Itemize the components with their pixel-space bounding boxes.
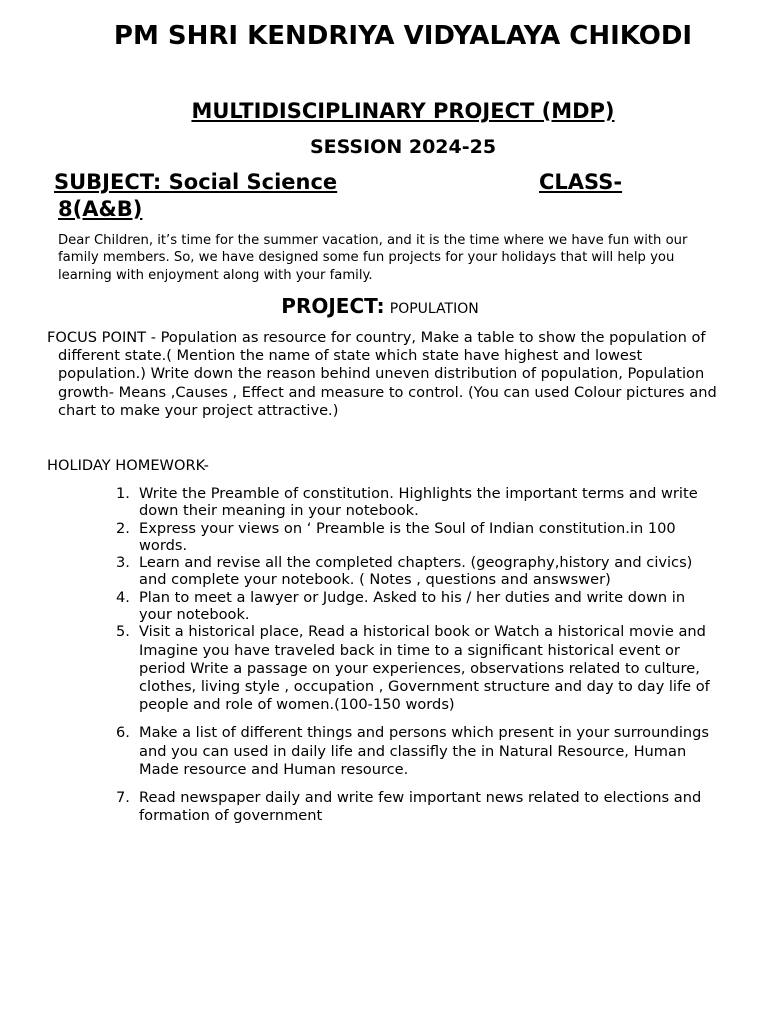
subject-label: SUBJECT: Social Science: [54, 170, 338, 194]
list-item-text: Plan to meet a lawyer or Judge. Asked to his / her duties and write down in your notebook.: [139, 588, 686, 624]
list-item-number: 2.: [116, 519, 130, 537]
list-item-text: Express your views on ‘ Preamble is the Soul of Indian constitution.in 100 words.: [139, 519, 676, 554]
list-item: [111, 724, 721, 779]
intro-paragraph: Dear Children, it’s time for the summer vacation, and it is the time where we have fun with our family members. So, we have designed some fun projects for your holidays that will help you learning with enjoyment along with your family.: [58, 233, 688, 283]
list-item-number: 7.: [116, 789, 130, 806]
list-item: [111, 789, 721, 825]
list-item: [111, 623, 721, 714]
project-label: PROJECT:: [281, 294, 385, 318]
session-title: SESSION 2024-25: [309, 136, 497, 158]
list-item-text: Write the Preamble of constitution. Highlights the important terms and write down their meaning in your notebook.: [139, 485, 698, 520]
class-label: CLASS-: [539, 170, 623, 194]
school-name: PM SHRI KENDRIYA VIDYALAYA CHIKODI: [113, 21, 693, 51]
list-item-text: Learn and revise all the completed chapters. (geography,history and civics) and complete your notebook. ( Notes , questions and answswer): [139, 554, 693, 589]
list-item-number: 6.: [116, 724, 130, 742]
list-item: [111, 589, 721, 624]
project-heading: [100, 292, 660, 323]
project-value: POPULATION: [389, 301, 479, 317]
list-item-text: Make a list of different things and persons which present in your surroundings and you can used in daily life and classifly the in Natural Resource, Human Made resource and Human resource.: [139, 724, 710, 778]
list-item: [111, 554, 721, 589]
list-item-number: 3.: [116, 554, 130, 572]
holiday-homework-list: [111, 485, 721, 825]
project-title-text: MULTIDISCIPLINARY PROJECT (MDP): [191, 99, 615, 123]
holiday-homework-heading: HOLIDAY HOMEWORK-: [47, 457, 209, 474]
list-item-number: 5.: [116, 623, 130, 641]
focus-point-paragraph: FOCUS POINT - Population as resource for country, Make a table to show the population of different state.( Mention the name of state which state have highest and lowest population.) Write down the reason behind uneven distribution of population, Population growth- Means ,Causes , Effect and measure to control. (You can used Colour pictures and chart to make your project attractive.): [47, 329, 717, 419]
list-item-number: 1.: [116, 485, 130, 502]
subject-line: [54, 169, 694, 196]
list-item-text: Read newspaper daily and write few important news related to elections and formation of government: [139, 789, 702, 825]
list-item-number: 4.: [116, 588, 130, 606]
project-title: [100, 97, 706, 125]
list-item: [111, 520, 721, 555]
list-item: [111, 485, 721, 520]
class-value: 8(A&B): [58, 197, 143, 221]
list-item-text: Visit a historical place, Read a historical book or Watch a historical movie and Imagine you have traveled back in time to a significant historical event or period Write a passage on your experiences, observations related to culture, clothes, living style , occupation , Government structure and day to day life of people and role of women.(100-150 words): [139, 623, 710, 714]
